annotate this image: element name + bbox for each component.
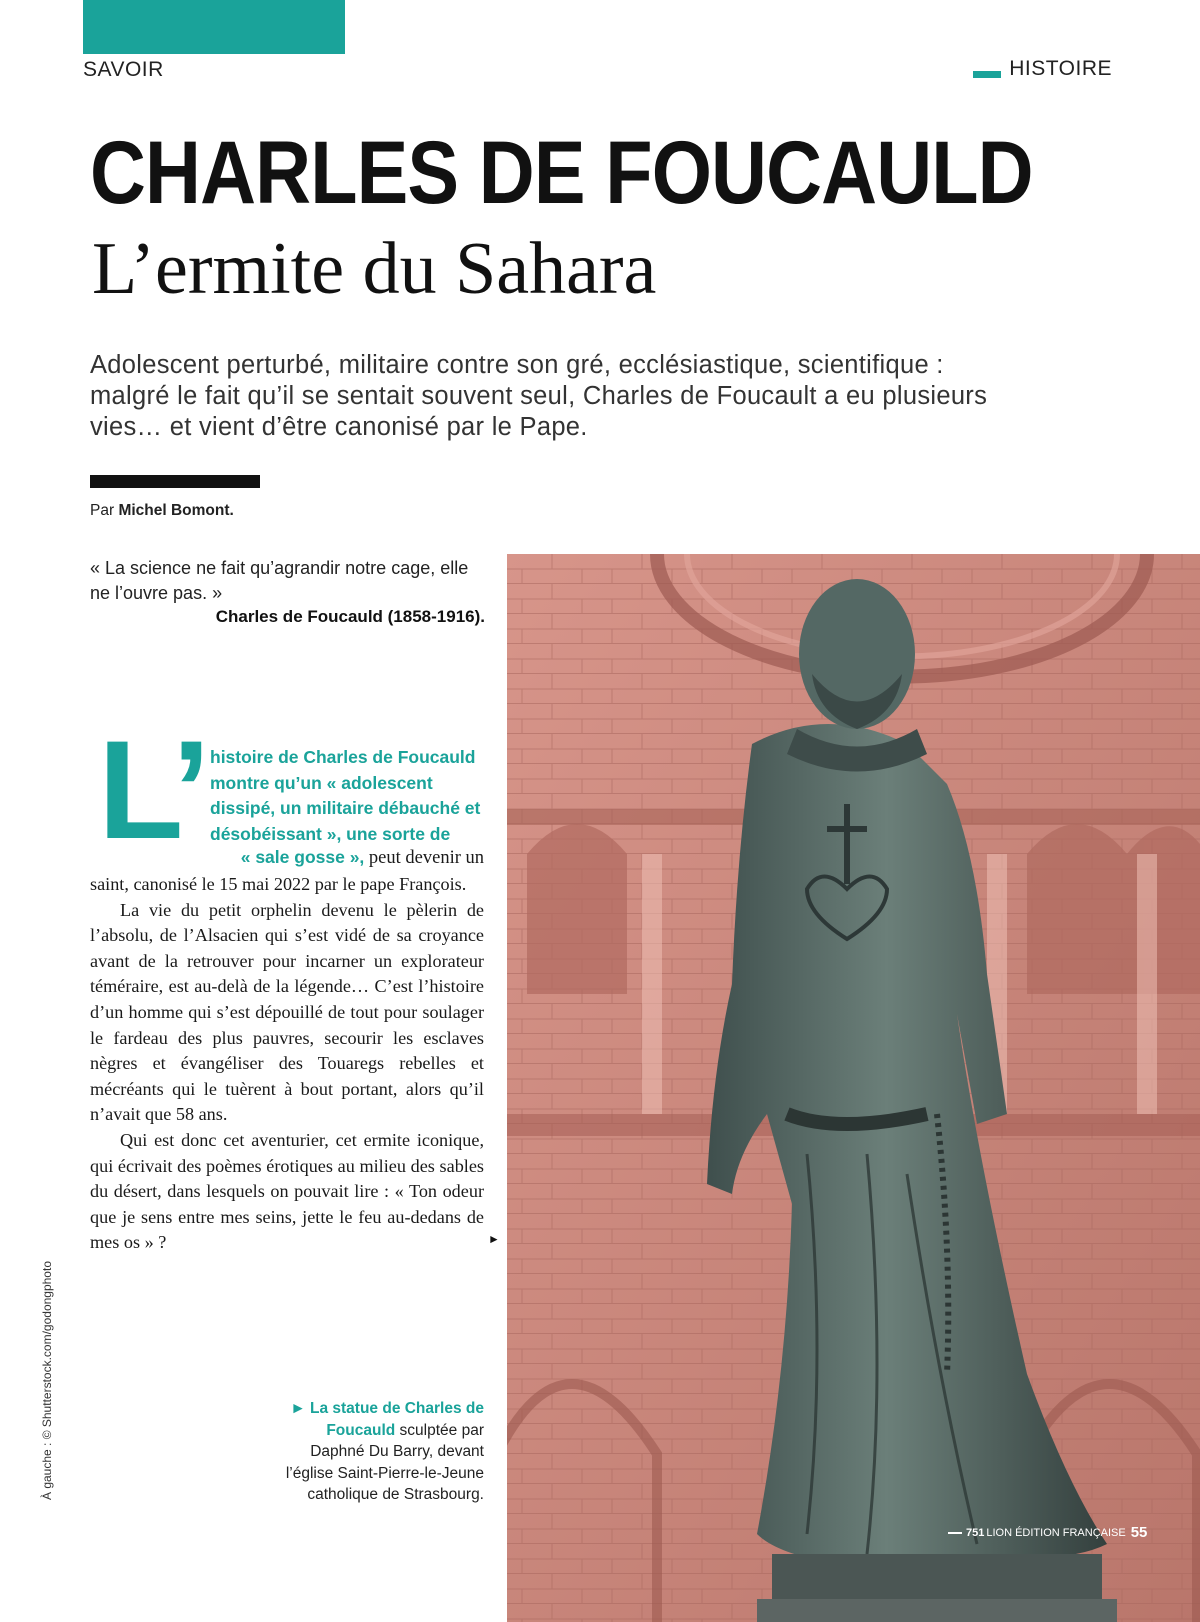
drop-cap: L’: [98, 711, 207, 868]
category-dash: [973, 71, 1001, 78]
section-label: SAVOIR: [83, 58, 164, 81]
intro-bold-text: histoire de Charles de Foucauld montre qu’un « adolescent dissipé, un militaire débauché et désobéissant », une sorte de: [210, 747, 481, 844]
issue-number: 751: [966, 1526, 985, 1539]
page-number: 55: [1130, 1524, 1148, 1541]
body-paragraph-3: Qui est donc cet aventurier, cet ermite iconique, qui écrivait des poèmes érotiques au milieu des sables du désert, dans lesquels on pouvait lire : « Ton odeur que je sens entre mes seins, jette le feu au-dedans de mes os » ?: [90, 1129, 484, 1253]
article-title: CHARLES DE FOUCAULD: [90, 122, 1033, 222]
epigraph-quote: « La science ne fait qu’agrandir notre cage, elle ne l’ouvre pas. »: [90, 558, 469, 603]
title-rule: [90, 475, 260, 488]
intro-tail: peut devenir un: [368, 848, 484, 868]
article-subtitle: L’ermite du Sahara: [92, 228, 657, 310]
category-label: [973, 57, 1112, 81]
photo-caption: [280, 1398, 484, 1506]
continue-arrow-icon: ►: [488, 1232, 500, 1246]
body-paragraph-1: saint, canonisé le 15 mai 2022 par le pape François.: [90, 874, 467, 894]
category-text: HISTOIRE: [1009, 57, 1112, 80]
article-body: [90, 872, 484, 1256]
header-accent-block: [83, 0, 345, 54]
statue-photo: [507, 554, 1200, 1622]
caption-rest: sculptée par Daphné Du Barry, devant l’église Saint-Pierre-le-Jeune catholique de Strasbourg.: [285, 1421, 484, 1503]
photo-credit: À gauche : © Shutterstock.com/godongphoto: [40, 1261, 54, 1500]
publication-name: LION ÉDITION FRANÇAISE: [986, 1526, 1126, 1539]
intro-line-end: [210, 847, 484, 869]
byline-prefix: Par: [90, 502, 115, 519]
intro-bold-end: « sale gosse »,: [240, 847, 365, 867]
author-name: Michel Bomont.: [118, 502, 234, 519]
byline: [90, 502, 234, 520]
body-paragraph-2: La vie du petit orphelin devenu le pèlerin de l’absolu, de l’Alsacien qui s’est vidé de sa croyance avant de la retrouver pour incarner un explorateur téméraire, est au-delà de la légende… C’est l’histoire d’un homme qui s’est dépouillé de tout pour soulager le fardeau des plus pauvres, secourir les esclaves nègres et évangéliser des Touaregs rebelles et mécréants qui le tuèrent à bout portant, alors qu’il n’avait que 58 ans.: [90, 899, 484, 1125]
footer-dash: [948, 1532, 962, 1534]
caption-lead: ► La statue de Charles de Foucauld: [290, 1400, 484, 1439]
article-lede: Adolescent perturbé, militaire contre son gré, ecclésiastique, scientifique : malgré le fait qu’il se sentait souvent seul, Charles de Foucault a eu plusieurs vies… et vient d’être canonisé par le Pape.: [90, 351, 988, 441]
page-footer: [948, 1524, 1147, 1541]
statue-photo-illustration: [507, 554, 1200, 1622]
epigraph-attribution: Charles de Foucauld (1858-1916).: [215, 607, 485, 626]
